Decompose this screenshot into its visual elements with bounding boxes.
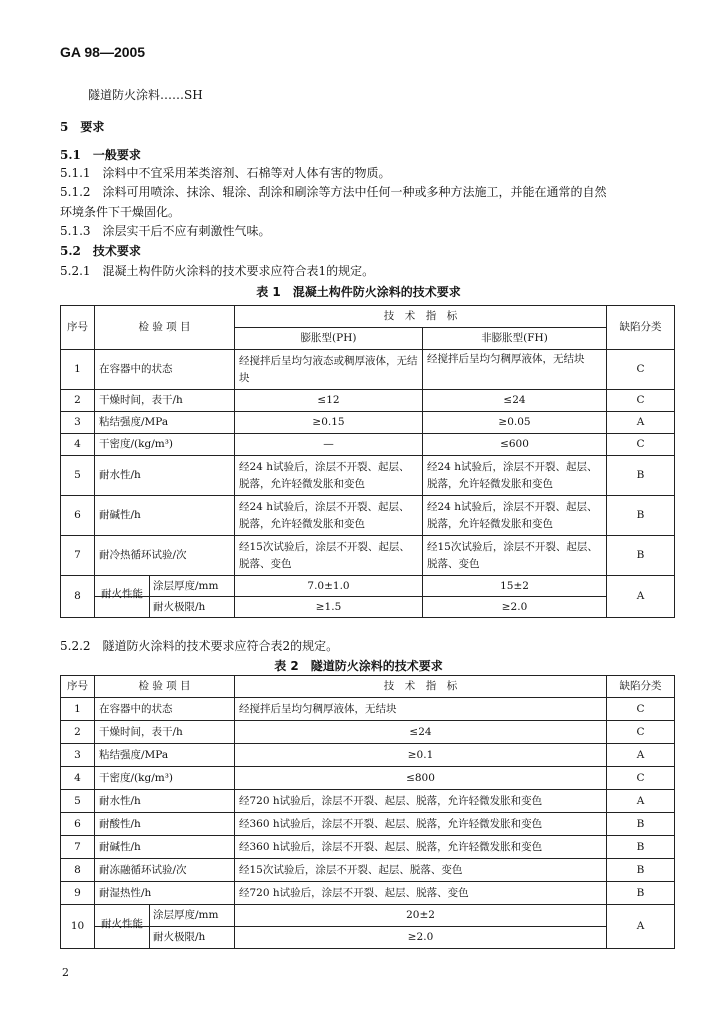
cell: 干燥时间，表干/h: [95, 390, 235, 412]
cell: A: [607, 905, 675, 949]
cell: 经搅拌后呈均匀液态或稠厚液体，无结块: [235, 350, 423, 390]
cell: 经360 h试验后，涂层不开裂、起层、脱落，允许轻微发胀和变色: [235, 836, 607, 859]
cell: C: [607, 350, 675, 390]
cell: B: [607, 882, 675, 905]
clause-text: 环境条件下干燥固化。: [60, 205, 181, 219]
table-row: [61, 836, 675, 859]
cell: 2: [61, 721, 95, 744]
cell: ≤600: [423, 434, 607, 456]
clause-text: 5.2.1 混凝土构件防火涂料的技术要求应符合表1的规定。: [60, 264, 375, 278]
cell: 7: [61, 836, 95, 859]
cell: C: [607, 721, 675, 744]
cell: 干密度/(kg/m³): [95, 767, 235, 790]
header-cell: 膨胀型(PH): [235, 328, 423, 350]
table-row: [61, 576, 675, 597]
sub-item: 涂层厚度/mm: [149, 576, 234, 596]
table-row: [61, 434, 675, 456]
fire-label-holder: [95, 918, 149, 948]
table-row: [61, 698, 675, 721]
cell: 经360 h试验后，涂层不开裂、起层、脱落，允许轻微发胀和变色: [235, 813, 607, 836]
cell: B: [607, 496, 675, 536]
table-row: [61, 390, 675, 412]
table-row: [61, 456, 675, 496]
cell: 经720 h试验后，涂层不开裂、起层、脱落、变色: [235, 882, 607, 905]
cell: 6: [61, 813, 95, 836]
table-row: [61, 927, 675, 949]
cell: 20±2: [235, 905, 607, 927]
clause-text: 5.1.1 涂料中不宜采用苯类溶剂、石棉等对人体有害的物质。: [60, 166, 391, 180]
section-heading: 5 要求: [60, 120, 105, 134]
cell: 7.0±1.0: [235, 576, 423, 597]
cell: 耐水性/h: [95, 456, 235, 496]
table-row: [61, 597, 675, 618]
header-cell: 技 术 指 标: [235, 676, 607, 698]
cell: 耐酸性/h: [95, 813, 235, 836]
cell: 经24 h试验后，涂层不开裂、起层、脱落，允许轻微发胀和变色: [235, 456, 423, 496]
table-row: [61, 905, 675, 927]
cell: ≤12: [235, 390, 423, 412]
sub-item: 涂层厚度/mm: [149, 905, 234, 926]
cell: 经15次试验后，涂层不开裂、起层、脱落、变色: [423, 536, 607, 576]
cell: 9: [61, 882, 95, 905]
cell: 经24 h试验后，涂层不开裂、起层、脱落，允许轻微发胀和变色: [235, 496, 423, 536]
cell: 1: [61, 350, 95, 390]
cell: A: [607, 744, 675, 767]
table-row: [61, 350, 675, 390]
header-cell: 检 验 项 目: [95, 676, 235, 698]
cell: 粘结强度/MPa: [95, 412, 235, 434]
cell: ≤800: [235, 767, 607, 790]
table-row: [61, 767, 675, 790]
cell: ≥1.5: [235, 597, 423, 618]
section-heading: 5.2 技术要求: [60, 244, 141, 258]
table-row: [61, 790, 675, 813]
document-code: GA 98—2005: [60, 44, 146, 60]
cell: 2: [61, 390, 95, 412]
fire-performance-label: 耐火性能: [101, 588, 143, 600]
cell: 耐冷热循环试验/次: [95, 536, 235, 576]
cell: B: [607, 859, 675, 882]
cell: 5: [61, 790, 95, 813]
cell: A: [607, 412, 675, 434]
cell: 在容器中的状态: [95, 350, 235, 390]
cell: 10: [61, 905, 95, 949]
cell: ≤24: [423, 390, 607, 412]
cell: 经720 h试验后，涂层不开裂、起层、脱落，允许轻微发胀和变色: [235, 790, 607, 813]
cell: C: [607, 767, 675, 790]
clause-text: 隧道防火涂料……SH: [88, 88, 203, 102]
header-cell: 检 验 项 目: [95, 306, 235, 350]
cell: B: [607, 836, 675, 859]
sub-item: 耐火极限/h: [149, 597, 234, 617]
table1-caption: 表 1 混凝土构件防火涂料的技术要求: [256, 285, 461, 299]
cell: 耐碱性/h: [95, 836, 235, 859]
fire-label-holder: [95, 588, 149, 617]
table-row: [61, 536, 675, 576]
cell: 耐水性/h: [95, 790, 235, 813]
table-row: [61, 721, 675, 744]
clause-text: 5.1.2 涂料可用喷涂、抹涂、辊涂、刮涂和刷涂等方法中任何一种或多种方法施工，并能在通常的自然: [60, 185, 607, 199]
cell: 干燥时间，表干/h: [95, 721, 235, 744]
header-cell: 缺陷分类: [607, 676, 675, 698]
cell: 耐冻融循环试验/次: [95, 859, 235, 882]
header-cell: 缺陷分类: [607, 306, 675, 350]
cell: C: [607, 698, 675, 721]
cell: ≥0.05: [423, 412, 607, 434]
cell: 3: [61, 744, 95, 767]
fire-performance-label: 耐火性能: [101, 918, 143, 930]
table-row: [61, 882, 675, 905]
cell: B: [607, 536, 675, 576]
cell: 15±2: [423, 576, 607, 597]
table-row: [61, 496, 675, 536]
cell: 经搅拌后呈均匀稠厚液体，无结块: [235, 698, 607, 721]
clause-text: 5.1.3 涂层实干后不应有刺激性气味。: [60, 224, 271, 238]
cell: A: [607, 790, 675, 813]
cell: 3: [61, 412, 95, 434]
cell: 经24 h试验后，涂层不开裂、起层、脱落，允许轻微发胀和变色: [423, 496, 607, 536]
cell: 5: [61, 456, 95, 496]
cell: [95, 588, 235, 618]
cell: 8: [61, 859, 95, 882]
header-cell: 技 术 指 标: [235, 306, 607, 328]
cell: ≥2.0: [235, 927, 607, 949]
cell: 经24 h试验后，涂层不开裂、起层、脱落，允许轻微发胀和变色: [423, 456, 607, 496]
cell: C: [607, 434, 675, 456]
clause-text: 5.2.2 隧道防火涂料的技术要求应符合表2的规定。: [60, 639, 339, 653]
header-cell: 非膨胀型(FH): [423, 328, 607, 350]
table1: [60, 305, 675, 618]
header-cell: 序号: [61, 676, 95, 698]
table-row: [61, 412, 675, 434]
cell: 耐湿热性/h: [95, 882, 235, 905]
section-heading: 5.1 一般要求: [60, 148, 141, 162]
table-row: [61, 744, 675, 767]
cell: 粘结强度/MPa: [95, 744, 235, 767]
cell: 6: [61, 496, 95, 536]
page-number: 2: [62, 966, 69, 979]
table-row: [61, 859, 675, 882]
cell: ≤24: [235, 721, 607, 744]
cell: ≥0.15: [235, 412, 423, 434]
cell: B: [607, 813, 675, 836]
header-cell: 序号: [61, 306, 95, 350]
cell: 耐碱性/h: [95, 496, 235, 536]
table-row: [61, 813, 675, 836]
cell: 7: [61, 536, 95, 576]
cell: 干密度/(kg/m³): [95, 434, 235, 456]
cell: [95, 918, 235, 949]
cell: 在容器中的状态: [95, 698, 235, 721]
cell: 1: [61, 698, 95, 721]
cell: 经搅拌后呈均匀稠厚液体，无结块: [423, 350, 607, 390]
cell: 8: [61, 576, 95, 618]
cell: —: [235, 434, 423, 456]
table2-caption: 表 2 隧道防火涂料的技术要求: [274, 659, 443, 673]
cell: C: [607, 390, 675, 412]
cell: 4: [61, 767, 95, 790]
cell: B: [607, 456, 675, 496]
cell: 经15次试验后，涂层不开裂、起层、脱落、变色: [235, 859, 607, 882]
cell: ≥2.0: [423, 597, 607, 618]
table2: [60, 675, 675, 949]
cell: ≥0.1: [235, 744, 607, 767]
cell: A: [607, 576, 675, 618]
cell: 4: [61, 434, 95, 456]
cell: 经15次试验后，涂层不开裂、起层、脱落、变色: [235, 536, 423, 576]
sub-item: 耐火极限/h: [149, 927, 234, 948]
